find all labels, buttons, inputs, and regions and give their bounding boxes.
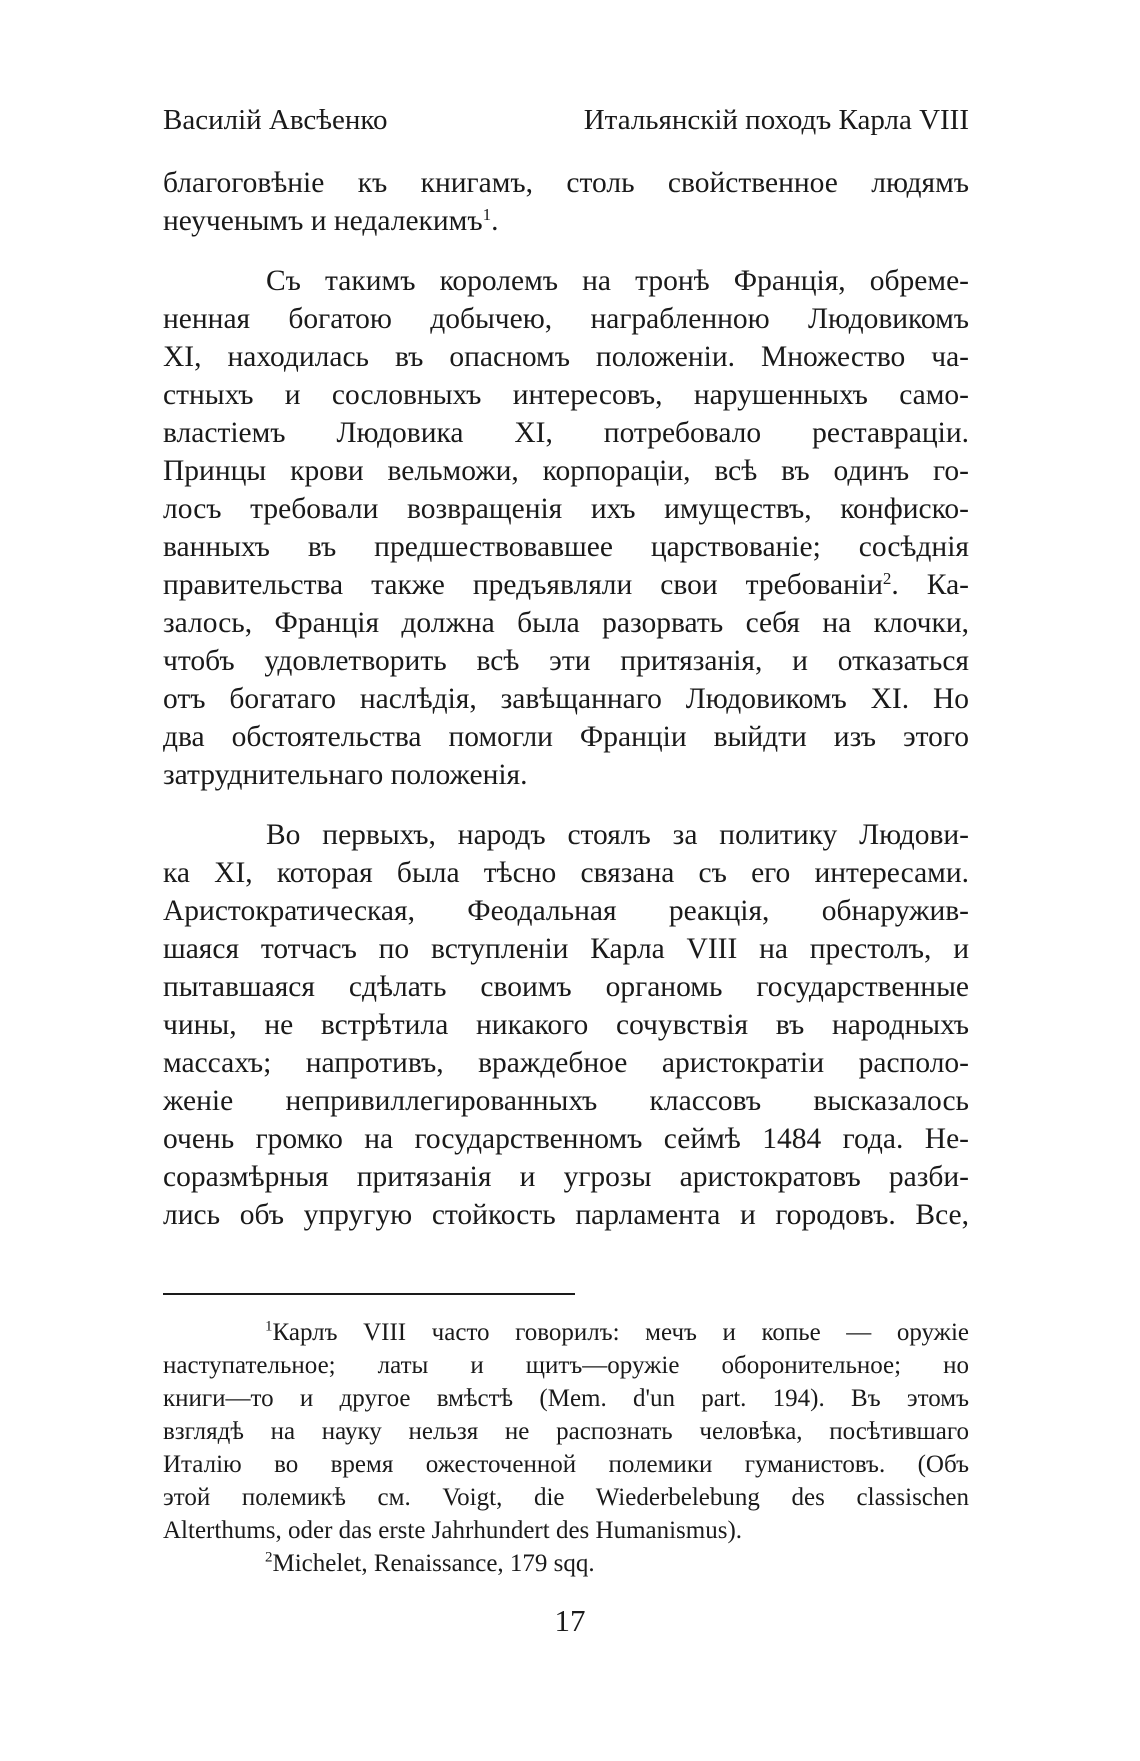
text-line-content: правительства также предъявляли свои требованіи xyxy=(163,569,883,601)
footnote-mark: 1 xyxy=(265,1318,273,1335)
paragraph xyxy=(163,816,969,1234)
text-line: XI, находилась въ опасномъ положеніи. Множество ча- xyxy=(163,341,969,373)
text-line: пытавшаяся сдѣлать своимъ органомь государственные xyxy=(163,971,969,1003)
footnote-line: Alterthums, oder das erste Jahrhundert des Humanismus). xyxy=(163,1517,743,1544)
page-number: 17 xyxy=(554,1603,586,1638)
running-head-author: Василій Авсѣенко xyxy=(163,104,388,136)
text-line: затруднительнаго положенія. xyxy=(163,759,528,791)
text-line-trail: . Ка- xyxy=(891,569,969,601)
text-line: Съ такимъ королемъ на тронѣ Франція, обреме- xyxy=(266,265,969,297)
text-line: шаяся тотчасъ по вступленіи Карла VIII на престолъ, и xyxy=(163,933,969,965)
text-line: властіемъ Людовика XI, потребовало реставраціи. xyxy=(163,417,969,449)
text-line: очень громко на государственномъ сеймѣ 1484 года. Не- xyxy=(163,1123,969,1155)
text-line: Аристократическая, Феодальная реакція, обнаружив- xyxy=(163,895,969,927)
footnote-line: наступательное; латы и щитъ—оружіе оборонительное; но xyxy=(163,1352,969,1379)
text-line: благоговѣніе къ книгамъ, столь свойственное людямъ xyxy=(163,167,969,199)
footnote-line: этой полемикѣ см. Voigt, die Wiederbelebung des classischen xyxy=(163,1484,969,1511)
paragraph xyxy=(163,164,969,240)
footnotes xyxy=(163,1316,969,1580)
text-line-content: неученымъ и недалекимъ xyxy=(163,205,483,237)
text-line: ванныхъ въ предшествовавшее царствованіе; сосѣднія xyxy=(163,531,969,563)
text-line: ненная богатою добычею, награбленною Людовикомъ xyxy=(163,303,969,335)
footnote-line: книги—то и другое вмѣстѣ (Mem. d'un part. 194). Въ этомъ xyxy=(163,1385,969,1412)
footnote-line: взглядѣ на науку нельзя не распознать человѣка, посѣтившаго xyxy=(163,1418,969,1445)
text-line: лосъ требовали возвращенія ихъ имуществъ, конфиско- xyxy=(163,493,969,525)
footnote-separator xyxy=(163,1293,575,1295)
text-line: чины, не встрѣтила никакого сочувствія въ народныхъ xyxy=(163,1009,969,1041)
paragraph xyxy=(163,262,969,794)
footnote-mark: 2 xyxy=(265,1549,273,1566)
footnote-reference: 1 xyxy=(482,205,492,225)
text-line: Во первыхъ, народъ стоялъ за политику Людови- xyxy=(266,819,969,851)
text-line: стныхъ и сословныхъ интересовъ, нарушенныхъ само- xyxy=(163,379,969,411)
text-line: отъ богатаго наслѣдія, завѣщаннаго Людовикомъ XI. Но xyxy=(163,683,969,715)
footnote-line-content: Карлъ VIII часто говорилъ: мечъ и копье — оружіе xyxy=(272,1319,969,1346)
footnote xyxy=(163,1547,969,1580)
footnote-reference: 2 xyxy=(882,569,892,589)
text-line: массахъ; напротивъ, враждебное аристократіи располо- xyxy=(163,1047,969,1079)
text-line: соразмѣрныя притязанія и угрозы аристократовъ разби- xyxy=(163,1161,969,1193)
text-line: ка XI, которая была тѣсно связана съ его интересами. xyxy=(163,857,969,889)
footnote-line xyxy=(163,1316,969,1349)
text-line: лись объ упругую стойкость парламента и городовъ. Все, xyxy=(163,1199,969,1231)
footnote-line: Италію во время ожесточенной полемики гуманистовъ. (Объ xyxy=(163,1451,969,1478)
text-line: залось, Франція должна была разорвать себя на клочки, xyxy=(163,607,969,639)
text-line xyxy=(163,566,969,604)
running-head xyxy=(163,100,969,140)
text-line xyxy=(163,202,969,240)
footnote-line xyxy=(163,1547,969,1580)
text-line: два обстоятельства помогли Франціи выйдти изъ этого xyxy=(163,721,969,753)
text-line: Принцы крови вельможи, корпораціи, всѣ въ одинъ го- xyxy=(163,455,969,487)
text-line-trail: . xyxy=(491,205,499,237)
footnote-line-content: Michelet, Renaissance, 179 sqq. xyxy=(272,1550,595,1577)
text-line: женіе непривиллегированныхъ классовъ высказалось xyxy=(163,1085,969,1117)
text-line: чтобъ удовлетворить всѣ эти притязанія, и отказаться xyxy=(163,645,969,677)
body-text xyxy=(163,164,969,1234)
running-head-title: Итальянскій походъ Карла VIII xyxy=(583,104,969,136)
footnote xyxy=(163,1316,969,1547)
